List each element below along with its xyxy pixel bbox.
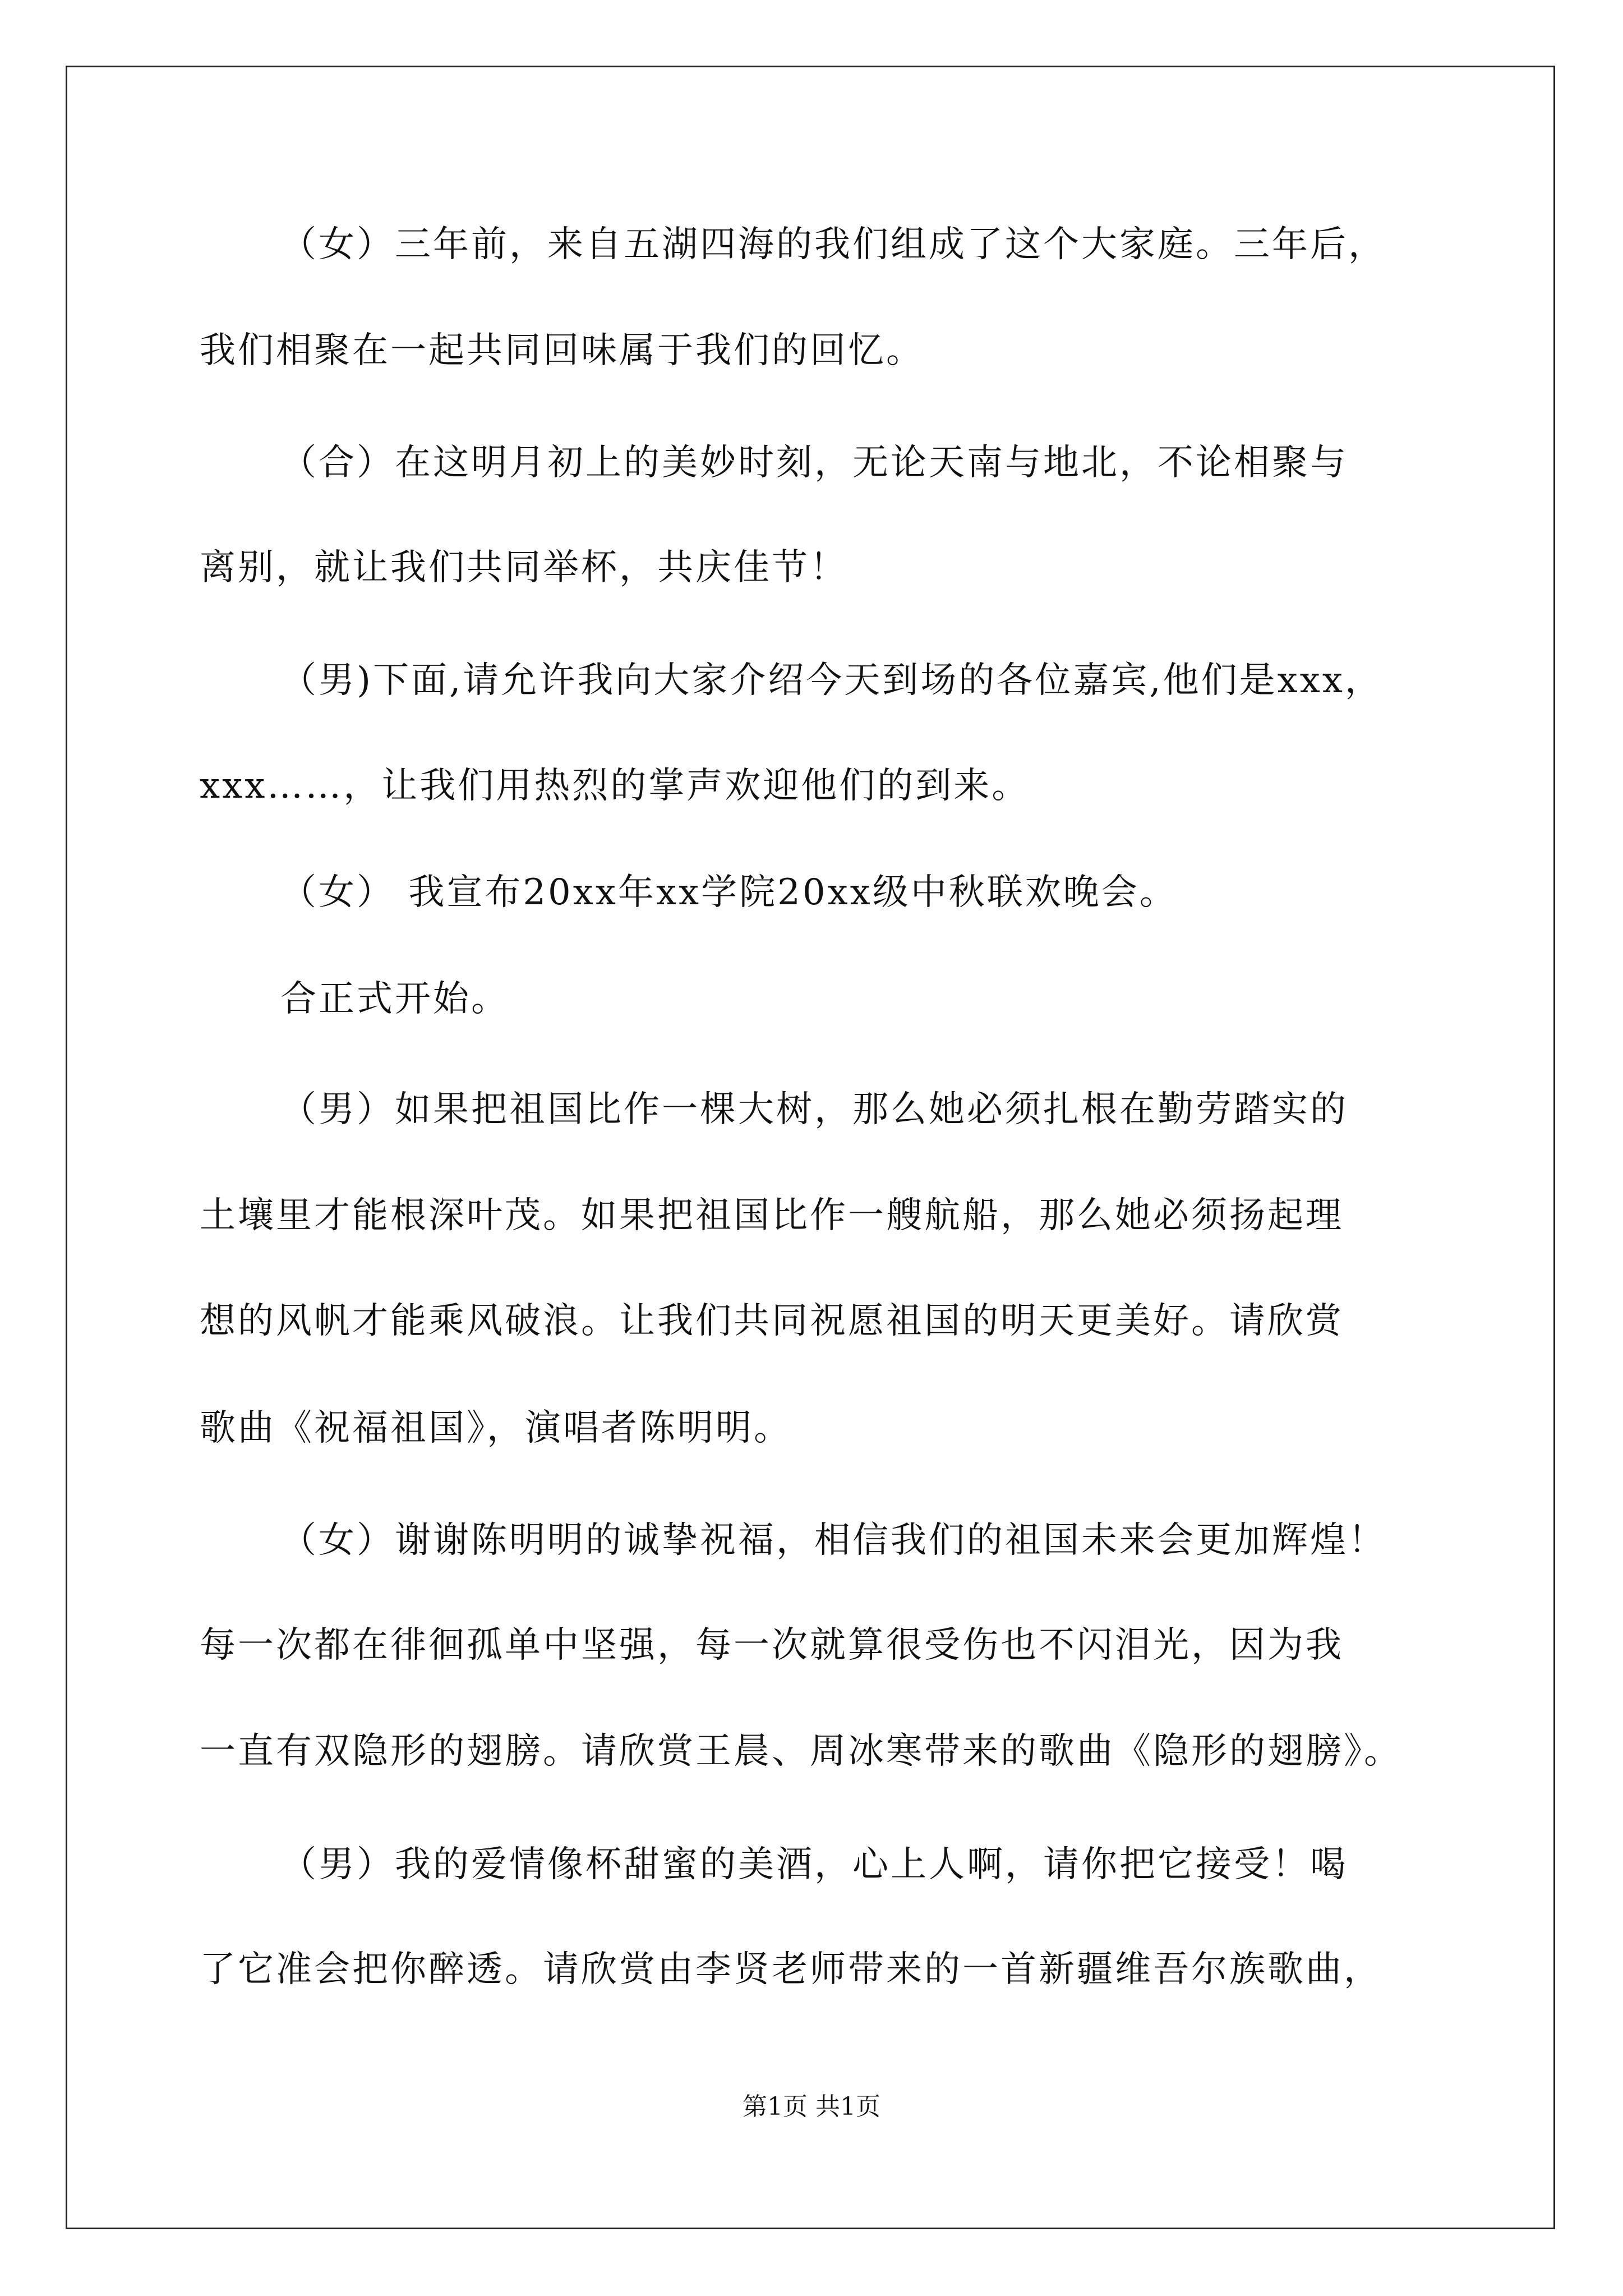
text-line: xxx……，让我们用热烈的掌声欢迎他们的到来。	[200, 765, 1030, 807]
text-line: 一直有双隐形的翅膀。请欣赏王晨、周冰寒带来的歌曲《隐形的翅膀》。	[200, 1731, 1402, 1772]
text-line: （女） 我宣布20xx年xx学院20xx级中秋联欢晚会。	[280, 872, 1178, 913]
text-line: （男)下面,请允许我向大家介绍今天到场的各位嘉宾,他们是xxx，	[280, 660, 1383, 701]
text-line: 歌曲《祝福祖国》，演唱者陈明明。	[200, 1407, 792, 1449]
text-line: （男）我的爱情像杯甜蜜的美酒，心上人啊，请你把它接受！喝	[280, 1844, 1348, 1885]
text-line: （女）谢谢陈明明的诚挚祝福，相信我们的祖国未来会更加辉煌！	[280, 1520, 1386, 1561]
page-border	[66, 66, 1555, 2229]
text-line: 土壤里才能根深叶茂。如果把祖国比作一艘航船，那么她必须扬起理	[200, 1195, 1344, 1236]
text-line: 了它准会把你醉透。请欣赏由李贤老师带来的一首新疆维吾尔族歌曲，	[200, 1949, 1382, 1990]
text-line: （男）如果把祖国比作一棵大树，那么她必须扎根在勤劳踏实的	[280, 1089, 1348, 1130]
text-line: 离别，就让我们共同举杯，共庆佳节！	[200, 547, 848, 588]
text-line: 每一次都在徘徊孤单中坚强，每一次就算很受伤也不闪泪光，因为我	[200, 1625, 1344, 1666]
page-footer: 第1页 共1页	[743, 2092, 880, 2121]
text-line: 想的风帆才能乘风破浪。让我们共同祝愿祖国的明天更美好。请欣赏	[200, 1300, 1344, 1342]
text-line: 我们相聚在一起共同回味属于我们的回忆。	[200, 330, 924, 371]
text-line: （合）在这明月初上的美妙时刻，无论天南与地北，不论相聚与	[280, 442, 1348, 484]
text-line: （女）三年前，来自五湖四海的我们组成了这个大家庭。三年后，	[280, 224, 1386, 265]
text-line: 合正式开始。	[280, 978, 509, 1020]
